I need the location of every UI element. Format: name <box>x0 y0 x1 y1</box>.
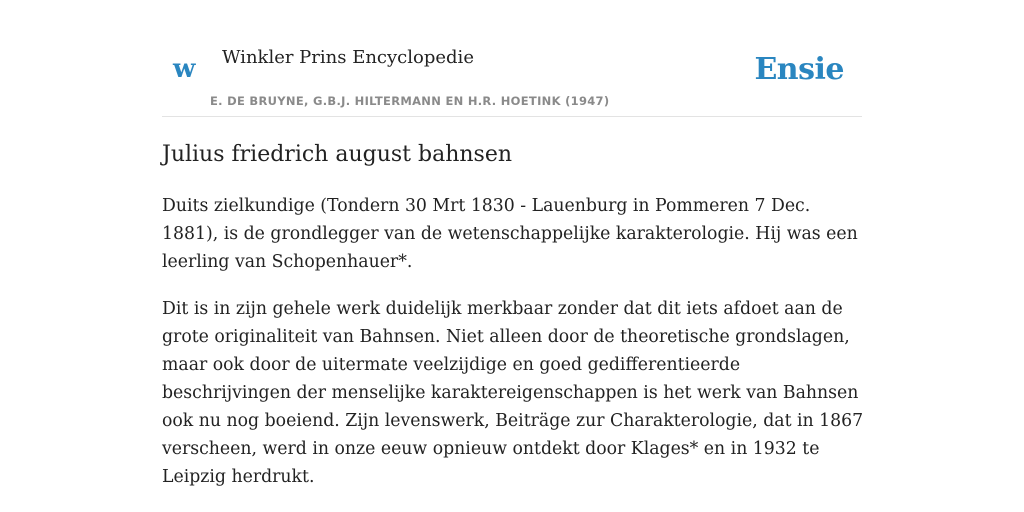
article-page <box>162 0 864 487</box>
article-paragraph-2: Dit is in zijn gehele werk duidelijk merkbaar zonder dat dit iets afdoet aan de grote originaliteit van Bahnsen. Niet alleen door de theoretische grondslagen, maar ook door de uitermate veelzijdige en goed gedifferentieerde beschrijvingen der menselijke karaktereigenschappen is het werk van Bahnsen ook nu nog boeiend. Zijn levenswerk, Beiträge zur Charakterologie, dat in 1867 verscheen, werd in onze eeuw opnieuw ontdekt door Klages* en in 1932 te Leipzig herdrukt. <box>162 299 864 487</box>
source-header <box>162 0 862 117</box>
source-authors: E. DE BRUYNE, G.B.J. HILTERMANN EN H.R. HOETINK (1947) <box>210 94 610 108</box>
article-paragraph-1: Duits zielkundige (Tondern 30 Mrt 1830 - Lauenburg in Pommeren 7 Dec. 1881), is de grondlegger van de wetenschappelijke karakterologie. Hij was een leerling van Schopenhauer*. <box>162 196 858 272</box>
source-logo[interactable]: w <box>173 54 196 84</box>
source-title[interactable]: Winkler Prins Encyclopedie <box>222 47 474 68</box>
article-title: Julius friedrich august bahnsen <box>162 142 513 167</box>
brand-logo[interactable]: Ensie <box>754 52 844 87</box>
